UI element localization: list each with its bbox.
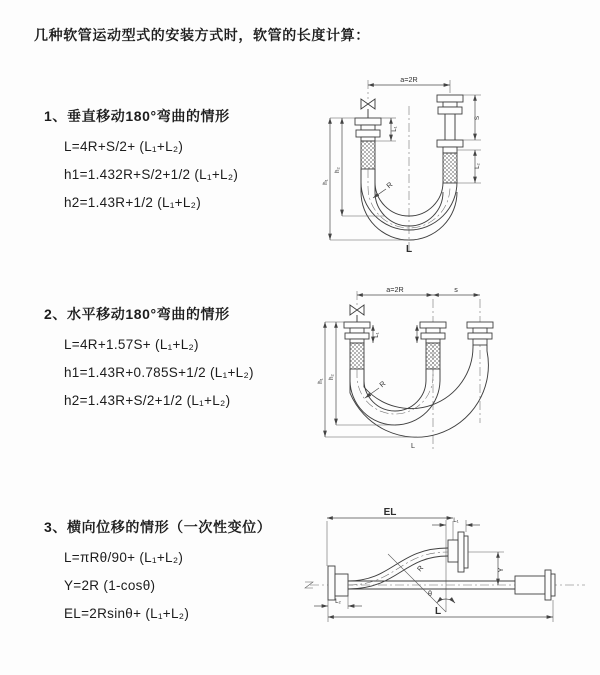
- section-lateral-displacement: [44, 517, 271, 621]
- dim-l2: [457, 150, 481, 183]
- flange-assembly-right: [467, 322, 493, 345]
- braided-hose-section-left: [361, 141, 375, 169]
- formula-el: EL=2Rsinθ+ (L₁+L₂): [64, 606, 190, 621]
- dim-l: [328, 600, 553, 622]
- dim-label-s: S: [474, 115, 481, 121]
- dim-label-l2: L₂: [474, 163, 481, 169]
- dim-label-y: Y: [496, 567, 505, 573]
- dim-label-l1: L₁: [391, 126, 398, 132]
- hose-s-curve: [348, 548, 448, 589]
- hose-u-bend: [350, 345, 488, 437]
- section-2-heading: 2、水平移动180°弯曲的情形: [44, 306, 230, 322]
- radius-label: R: [377, 378, 388, 390]
- dim-label-h1: h₁: [317, 378, 324, 384]
- formula-length: L=πRθ/90+ (L₁+L₂): [64, 550, 184, 565]
- dim-label-a2r: a=2R: [386, 285, 404, 294]
- dim-label-el: EL: [383, 507, 397, 518]
- dim-label-h1: h₁: [322, 179, 329, 185]
- braided-hose-section-middle: [426, 343, 440, 369]
- formula-y: Y=2R (1-cosθ): [64, 578, 156, 593]
- dim-label-l1: L₁: [453, 517, 459, 524]
- dim-s-shift: [433, 285, 480, 295]
- radius-label: R: [415, 563, 426, 574]
- section-1-heading: 1、垂直移动180°弯曲的情形: [44, 108, 230, 124]
- dim-y: [468, 552, 505, 585]
- section-vertical-180: [44, 106, 238, 210]
- dim-s: [463, 95, 481, 140]
- dim-a-2r: [368, 75, 450, 93]
- dim-label-l1: L₁: [373, 332, 380, 338]
- formula-h1: h1=1.43R+0.785S+1/2 (L₁+L₂): [64, 365, 254, 380]
- dim-label-h2: h₂: [328, 374, 335, 380]
- dim-label-l2: L₂: [335, 598, 341, 605]
- braided-hose-section-right: [443, 153, 457, 183]
- valve-icon: [361, 99, 375, 118]
- flange-assembly-middle: [420, 322, 446, 343]
- flange-assembly-right-lower: [437, 140, 463, 153]
- diagram-horizontal-180: [303, 281, 600, 473]
- formula-length: L=4R+S/2+ (L₁+L₂): [64, 139, 184, 154]
- angle-label: θ: [428, 589, 432, 598]
- radius-label: R: [384, 179, 395, 191]
- formula-h2: h2=1.43R+S/2+1/2 (L₁+L₂): [64, 393, 231, 408]
- flange-assembly-left: [355, 118, 381, 141]
- valve-icon: [350, 305, 364, 322]
- radius-leader: [373, 180, 394, 198]
- dim-label-h2: h₂: [334, 167, 341, 173]
- diagram-lateral-displacement: [298, 496, 600, 648]
- flange-assembly-right-upper: [437, 95, 463, 114]
- section-3-heading: 3、横向位移的情形（一次性变位）: [44, 519, 272, 535]
- dim-l1: [432, 517, 480, 532]
- flange-assembly-left: [344, 322, 370, 343]
- braided-hose-section-left: [350, 343, 364, 369]
- dim-label-s: s: [454, 285, 458, 294]
- flange-assembly-right: [515, 570, 555, 600]
- page-title: 几种软管运动型式的安装方式时，软管的长度计算：: [34, 27, 370, 43]
- length-label: L: [411, 441, 415, 450]
- formula-h1: h1=1.432R+S/2+1/2 (L₁+L₂): [64, 167, 239, 182]
- dim-a-2r: [357, 285, 433, 295]
- diagram-vertical-180: [303, 66, 600, 268]
- dim-label-a2r: a=2R: [400, 75, 418, 84]
- angle-theta: [428, 589, 455, 603]
- formula-h2: h2=1.43R+1/2 (L₁+L₂): [64, 195, 202, 210]
- length-label: L: [405, 244, 413, 255]
- dim-l1: [373, 325, 380, 343]
- dim-label-l: L: [434, 606, 442, 617]
- flange-assembly-left: [328, 566, 348, 600]
- section-horizontal-180: [44, 304, 254, 408]
- formula-length: L=4R+1.57S+ (L₁+L₂): [64, 337, 199, 352]
- flange-assembly-displaced: [448, 532, 468, 572]
